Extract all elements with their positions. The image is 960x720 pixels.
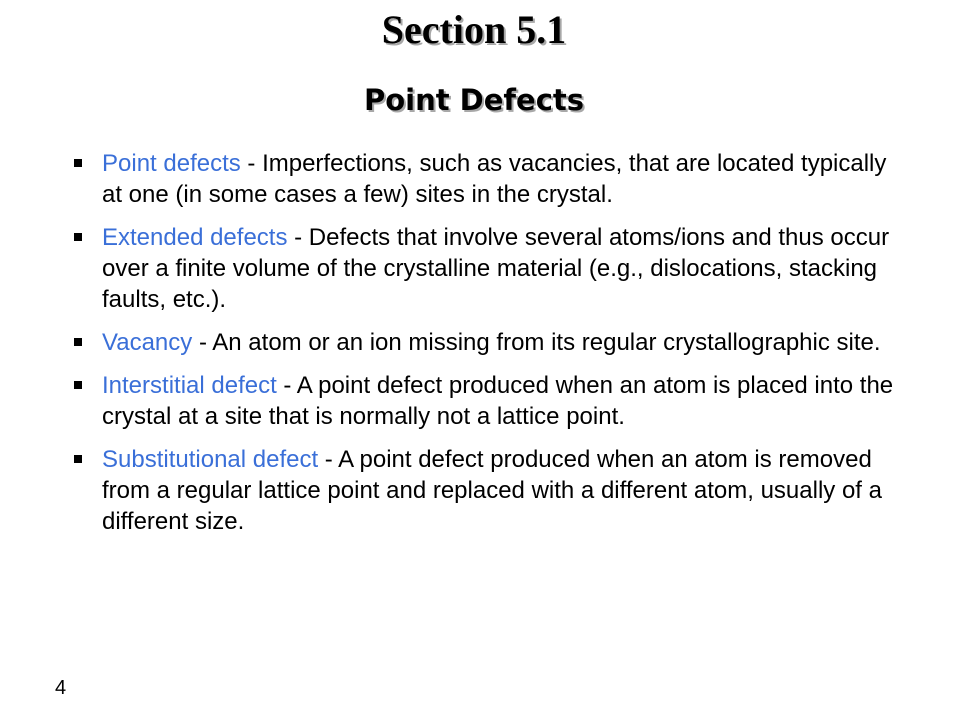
bullet-interstitial-defect <box>74 370 904 432</box>
bullet-term: Point defects <box>102 150 241 177</box>
slide-subtitle: Point Defects <box>363 83 585 117</box>
bullet-substitutional-defect <box>74 444 904 537</box>
bullet-list <box>74 148 904 537</box>
bullet-vacancy <box>74 327 904 358</box>
bullet-point-defects <box>74 148 904 210</box>
bullet-term: Extended defects <box>102 224 288 251</box>
bullet-extended-defects <box>74 222 904 315</box>
bullet-term: Substitutional defect <box>102 446 319 473</box>
square-bullet-icon <box>74 338 82 346</box>
bullet-definition: - An atom or an ion missing from its regular crystallographic site. <box>192 329 881 356</box>
square-bullet-icon <box>74 455 82 463</box>
bullet-term: Interstitial defect <box>102 372 277 399</box>
section-title: Section 5.1 <box>381 7 567 52</box>
bullet-definition: - A point defect produced when an atom is removed from a regular lattice point and replaced with a different atom, usually of a different size. <box>102 446 882 535</box>
square-bullet-icon <box>74 233 82 241</box>
page-number: 4 <box>55 677 67 699</box>
bullet-definition: - Defects that involve several atoms/ions and thus occur over a finite volume of the crystalline material (e.g., dislocations, stacking faults, etc.). <box>102 224 890 313</box>
bullet-term: Vacancy <box>102 329 193 356</box>
bullet-definition: - A point defect produced when an atom is placed into the crystal at a site that is normally not a lattice point. <box>102 372 894 430</box>
square-bullet-icon <box>74 159 82 167</box>
square-bullet-icon <box>74 381 82 389</box>
bullet-definition: - Imperfections, such as vacancies, that are located typically at one (in some cases a few) sites in the crystal. <box>102 150 887 208</box>
